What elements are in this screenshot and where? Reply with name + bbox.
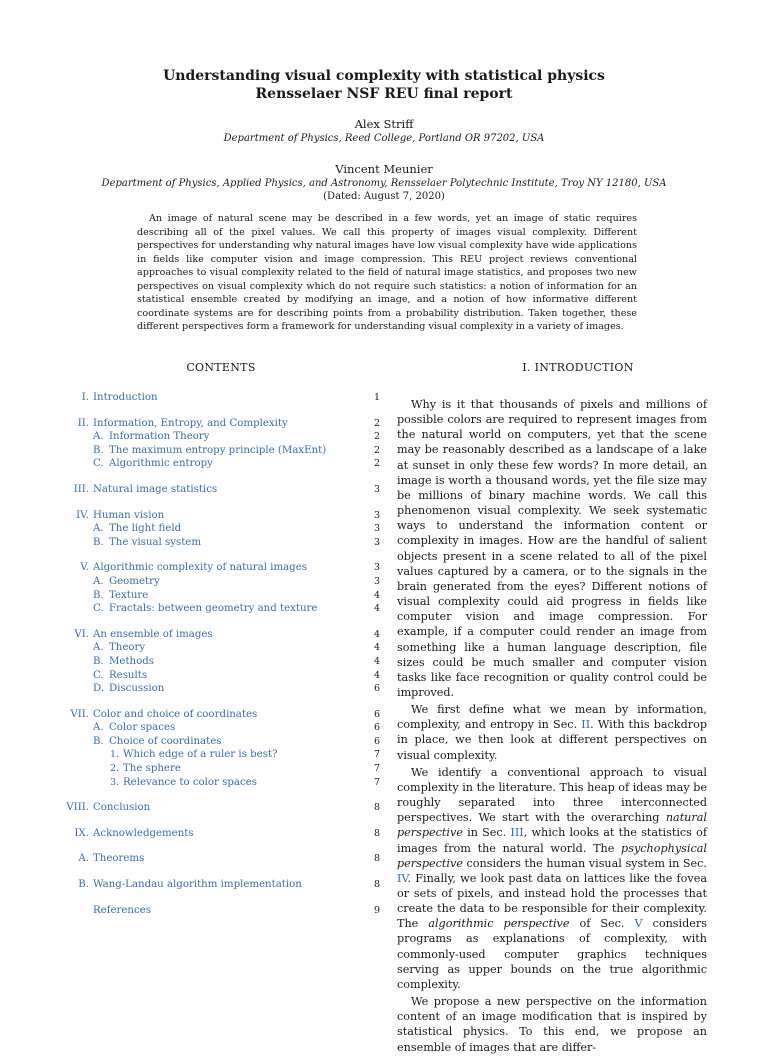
toc-entry-number: A. — [93, 575, 104, 587]
toc-entry[interactable] — [60, 748, 380, 762]
toc-entry-number: IX. — [74, 827, 89, 839]
toc-entry-label: Wang-Landau algorithm implementation — [93, 879, 302, 891]
abstract: An image of natural scene may be described in a few words, yet an image of static requires describing all of the pixel values. We call this property of images visual complexity. Different perspectives for understanding why natural images have low visual complexity have wide applications in fields like computer vision and image compression. This REU project reviews conventional approaches to visual complexity related to the field of natural image statistics, and proposes two new perspectives on visual complexity which do not require such statistics: a notion of information for an statistical ensemble created by modifying an image, and a notion of how informative different coordinate systems are for describing points from a probability distribution. Taken together, these different perspectives form a framework for understanding visual complexity in a variety of images. — [137, 213, 637, 333]
toc-entry-number: A. — [93, 523, 104, 535]
toc-entry-number: A. — [93, 722, 104, 734]
toc-entry-label: The light field — [109, 523, 182, 535]
toc-entry-label: An ensemble of images — [93, 628, 213, 640]
toc-entry-page: 2 — [373, 444, 380, 456]
toc-entry-number: B. — [93, 444, 104, 456]
toc-entry-label: The sphere — [123, 763, 181, 775]
toc-entry[interactable] — [60, 735, 380, 749]
toc-entry-number: V. — [80, 562, 89, 574]
toc-entry-page: 3 — [373, 562, 380, 574]
toc-entry-label: The maximum entropy principle (MaxEnt) — [109, 444, 327, 456]
toc-entry-number: II. — [77, 417, 89, 429]
toc-entry-page: 3 — [373, 536, 380, 548]
intro-paragraph-4: We propose a new perspective on the information content of an image modification that is inspired by statistical physics. To this end, we propose an ensemble of images that are differ- — [397, 995, 707, 1054]
toc-entry[interactable] — [60, 708, 380, 722]
toc-entry-label: Discussion — [109, 683, 165, 695]
toc-entry-number: VI. — [74, 628, 89, 640]
toc-entry-page: 3 — [373, 483, 380, 495]
toc-entry[interactable] — [60, 669, 380, 683]
paper-title-line2: Rensselaer NSF REU final report — [255, 86, 513, 102]
section-ref-v[interactable]: V — [634, 917, 643, 931]
toc-entry[interactable] — [60, 762, 380, 776]
toc-entry[interactable] — [60, 827, 380, 841]
toc-entry[interactable] — [60, 561, 380, 575]
toc-entry[interactable] — [60, 628, 380, 642]
intro-paragraph-1: Why is it that thousands of pixels and millions of possible colors are required to represent images from the natural world on computers, yet that the scene may be reasonably described as a landscape of a lake at sunset in only these few words? In more detail, an image is worth a thousand words, yet the file size may be millions of binary machine words. We call this phenomenon visual complexity. We seek systematic ways to understand the information content or complexity in images. How are the handful of salient objects present in a scene related to all of the pixel values captured by a camera, or to the signals in the brain generated from the eyes? Different notions of visual complexity could aid progress in fields like computer vision and image compression. For example, if a computer could render an image from something like a human language description, file sizes could be much smaller and computer vision tasks like face recognition or quality control could be improved. — [397, 398, 707, 699]
toc-entry-label: Theorems — [93, 853, 145, 865]
toc-entry[interactable] — [60, 430, 380, 444]
section-ref-iii[interactable]: III — [510, 826, 524, 840]
toc-entry[interactable] — [60, 444, 380, 458]
toc-entry-page: 4 — [373, 603, 380, 615]
toc-entry[interactable] — [60, 655, 380, 669]
toc-entry-number: C. — [93, 603, 104, 615]
toc-entry-label: Algorithmic entropy — [109, 458, 213, 470]
toc-entry-page: 8 — [373, 853, 380, 865]
toc-entry-number: B. — [93, 589, 104, 601]
toc-entry-label: Conclusion — [93, 802, 151, 814]
toc-entry-number: A. — [78, 853, 89, 865]
toc-entry[interactable] — [60, 509, 380, 523]
toc-entry[interactable] — [60, 483, 380, 497]
toc-entry-label: Color and choice of coordinates — [93, 708, 258, 720]
toc-entry-page: 3 — [373, 509, 380, 521]
toc-entry-label: Acknowledgements — [93, 827, 194, 839]
toc-entry-page: 3 — [373, 523, 380, 535]
toc-entry-page: 4 — [373, 589, 380, 601]
toc-entry-page: 7 — [373, 749, 380, 761]
toc-entry-page: 2 — [373, 417, 380, 429]
toc-entry[interactable] — [60, 457, 380, 471]
toc-entry-label: Human vision — [93, 509, 165, 521]
toc-entry-number: B. — [93, 655, 104, 667]
toc-entry[interactable] — [60, 682, 380, 696]
toc-entry[interactable] — [60, 417, 380, 431]
toc-entry-number: B. — [93, 536, 104, 548]
toc-entry-label: Results — [109, 669, 148, 681]
author-affiliation-2: Department of Physics, Applied Physics, and Astronomy, Rensselaer Polytechnic Institute, Troy NY 12180, USA — [101, 178, 667, 189]
toc-entry-label: The visual system — [109, 536, 201, 548]
toc-entry-label: Introduction — [93, 392, 158, 403]
toc-entry-label: Fractals: between geometry and texture — [109, 603, 318, 615]
toc-entry-label: Information, Entropy, and Complexity — [93, 417, 288, 429]
toc-entry-page: 3 — [373, 575, 380, 587]
dated-line: (Dated: August 7, 2020) — [323, 191, 445, 202]
toc-entry-number: A. — [93, 431, 104, 443]
toc-entry-number: C. — [93, 458, 104, 470]
toc-entry-number: B. — [78, 879, 89, 891]
toc-entry-page: 4 — [373, 642, 380, 654]
toc-entry-page: 4 — [373, 669, 380, 681]
toc-entry[interactable] — [60, 904, 380, 918]
toc-entry-number: 2. — [110, 763, 120, 775]
toc-entry-number: VIII. — [66, 802, 89, 814]
toc-entry-number: IV. — [76, 509, 89, 521]
toc-entry-number: 1. — [110, 749, 120, 761]
introduction-body — [397, 397, 707, 1057]
toc-entry-page: 9 — [373, 904, 380, 916]
toc-entry-label: References — [93, 904, 151, 916]
section-ref-ii[interactable]: II — [581, 718, 591, 732]
author-name-1: Alex Striff — [354, 117, 414, 131]
toc-entry-label: Texture — [109, 589, 149, 601]
toc-entry[interactable] — [60, 852, 380, 866]
toc-entry[interactable] — [60, 801, 380, 815]
intro-paragraph-2: We first define what we mean by information, complexity, and entropy in Sec. II. With this backdrop in place, we then look at different perspectives on visual complexity. — [397, 703, 707, 762]
toc-entry-number: VII. — [70, 708, 89, 720]
toc-entry-label: Methods — [109, 655, 154, 667]
toc-entry-page: 8 — [373, 827, 380, 839]
table-of-contents — [60, 391, 380, 917]
toc-entry[interactable] — [60, 391, 380, 405]
toc-entry[interactable] — [60, 536, 380, 550]
toc-entry-number: C. — [93, 669, 104, 681]
toc-entry-label: Information Theory — [109, 431, 210, 443]
author-name-2: Vincent Meunier — [335, 162, 433, 176]
toc-entry-page: 6 — [373, 708, 380, 720]
contents-heading: CONTENTS — [186, 361, 256, 374]
toc-entry-label: Theory — [109, 642, 146, 654]
toc-entry-number: 3. — [110, 776, 120, 788]
toc-entry[interactable] — [60, 878, 380, 892]
toc-entry-page: 7 — [373, 776, 380, 788]
toc-entry-number: A. — [93, 642, 104, 654]
toc-entry-page: 8 — [373, 879, 380, 891]
paper-title-line1: Understanding visual complexity with statistical physics — [163, 68, 605, 84]
toc-entry[interactable] — [60, 589, 380, 603]
toc-entry-page: 2 — [373, 431, 380, 443]
toc-entry-page: 4 — [373, 628, 380, 640]
toc-entry-number: III. — [73, 483, 89, 495]
toc-entry-page: 4 — [373, 655, 380, 667]
toc-entry-number: I. — [81, 392, 89, 403]
toc-entry-label: Choice of coordinates — [109, 735, 222, 747]
toc-entry-page: 8 — [373, 802, 380, 814]
toc-entry-label: Which edge of a ruler is best? — [123, 749, 278, 761]
toc-entry-label: Natural image statistics — [93, 483, 218, 495]
toc-entry-page: 2 — [373, 458, 380, 470]
toc-entry[interactable] — [60, 776, 380, 790]
toc-entry-page: 6 — [373, 722, 380, 734]
toc-entry-page: 6 — [373, 735, 380, 747]
author-affiliation-1: Department of Physics, Reed College, Portland OR 97202, USA — [223, 133, 545, 144]
toc-entry[interactable] — [60, 641, 380, 655]
toc-entry[interactable] — [60, 522, 380, 536]
toc-entry[interactable] — [60, 721, 380, 735]
toc-entry-label: Geometry — [109, 575, 160, 587]
intro-paragraph-3: We identify a conventional approach to visual complexity in the literature. This heap of ideas may be roughly separated into three interconnected perspectives. We start with the overarching natural perspective in Sec. III, which looks at the statistics of images from the natural world. The psychophysical perspective considers the human visual system in Sec. IV. Finally, we look past data on lattices like the fovea or sets of pixels, and instead hold the processes that create the data to be responsible for their complexity. The algorithmic perspective of Sec. V considers programs as explanations of complexity, with commonly-used computer graphics techniques serving as upper bounds on the true algorithmic complexity. — [397, 765, 707, 991]
toc-entry[interactable] — [60, 575, 380, 589]
toc-entry-page: 7 — [373, 763, 380, 775]
toc-entry-page: 1 — [373, 392, 380, 403]
toc-entry[interactable] — [60, 602, 380, 616]
toc-entry-label: Color spaces — [109, 722, 176, 734]
introduction-heading: I. INTRODUCTION — [522, 361, 634, 374]
section-ref-iv[interactable]: IV — [397, 871, 408, 885]
toc-entry-label: Algorithmic complexity of natural images — [93, 562, 307, 574]
toc-entry-label: Relevance to color spaces — [123, 776, 257, 788]
toc-entry-page: 6 — [373, 683, 380, 695]
toc-entry-number: D. — [93, 683, 105, 695]
toc-entry-number: B. — [93, 735, 104, 747]
